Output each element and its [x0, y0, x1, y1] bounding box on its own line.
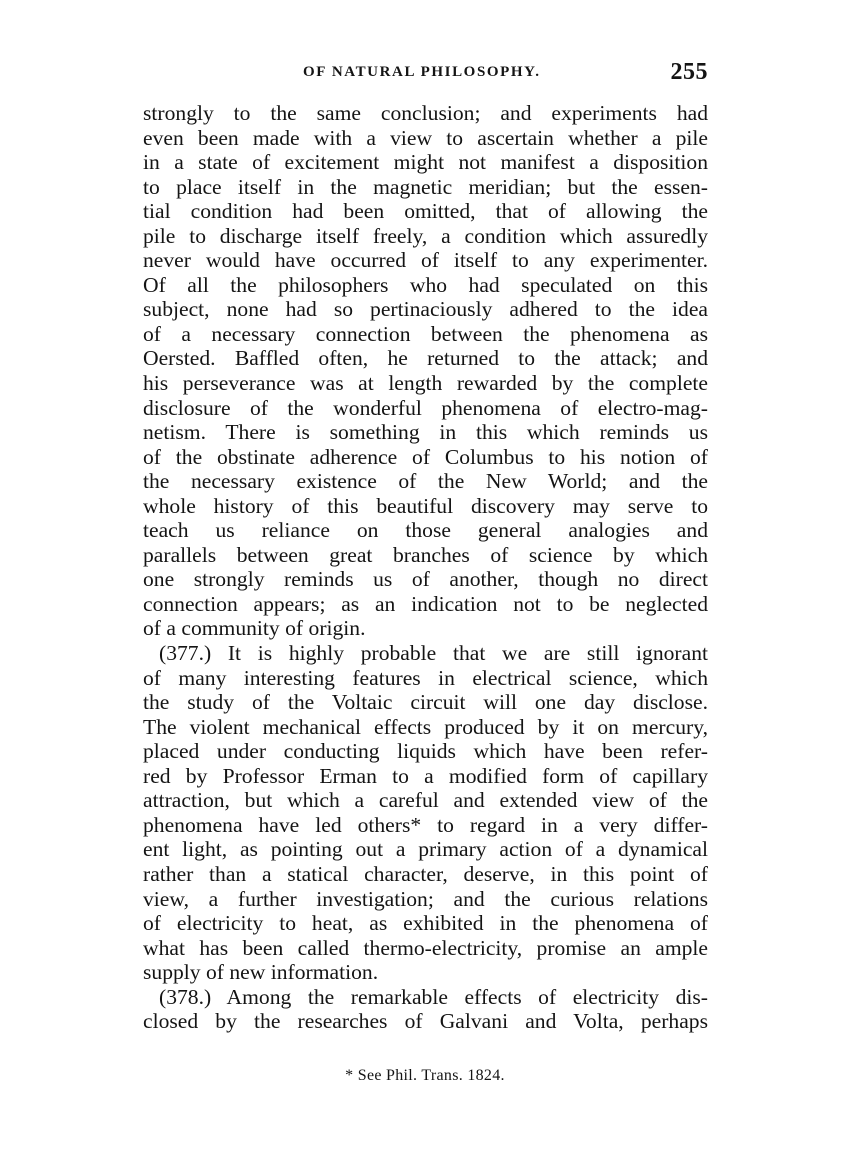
text-line: in a state of excitement might not manifest a disposition: [143, 150, 708, 175]
text-line: view, a further investigation; and the curious relations: [143, 886, 708, 911]
text-line: disclosure of the wonderful phenomena of electro-mag-: [143, 395, 708, 420]
text-line: subject, none had so pertinaciously adhered to the idea: [143, 297, 708, 322]
footnote: * See Phil. Trans. 1824.: [345, 1067, 505, 1084]
text-line: whole history of this beautiful discovery may serve to: [143, 493, 708, 518]
text-line: his perseverance was at length rewarded by the complete: [143, 371, 708, 396]
text-line: tial condition had been omitted, that of allowing the: [143, 199, 708, 224]
text-line: parallels between great branches of science by which: [143, 542, 708, 567]
text-line: closed by the researches of Galvani and Volta, perhaps: [143, 1009, 708, 1034]
running-head: [143, 59, 708, 88]
text-line: the necessary existence of the New World; and the: [143, 469, 708, 494]
text-line: placed under conducting liquids which have been refer-: [143, 739, 708, 764]
text-line: Of all the philosophers who had speculated on this: [143, 272, 708, 297]
text-line: of electricity to heat, as exhibited in the phenomena of: [143, 911, 708, 936]
text-line: supply of new information.: [143, 960, 379, 985]
text-line-paragraph-start: (378.) Among the remarkable effects of electricity dis-: [159, 984, 708, 1009]
text-line: the study of the Voltaic circuit will one day disclose.: [143, 690, 708, 715]
text-line: one strongly reminds us of another, though no direct: [143, 567, 708, 592]
text-line: The violent mechanical effects produced by it on mercury,: [143, 714, 708, 739]
text-line: to place itself in the magnetic meridian; but the essen-: [143, 174, 708, 199]
text-line: Oersted. Baffled often, he returned to the attack; and: [143, 346, 708, 371]
text-line-paragraph-start: (377.) It is highly probable that we are still ignorant: [159, 641, 708, 666]
text-line: attraction, but which a careful and extended view of the: [143, 788, 708, 813]
body-text: [143, 101, 708, 1034]
running-title: OF NATURAL PHILOSOPHY.: [303, 64, 541, 80]
text-line: what has been called thermo-electricity, promise an ample: [143, 935, 708, 960]
text-line: never would have occurred of itself to any experimenter.: [143, 248, 708, 273]
text-line: ent light, as pointing out a primary action of a dynamical: [143, 837, 708, 862]
page-number: 255: [670, 59, 708, 85]
text-line: phenomena have led others* to regard in a very differ-: [143, 812, 708, 837]
text-line: pile to discharge itself freely, a condition which assuredly: [143, 223, 708, 248]
text-line: strongly to the same conclusion; and experiments had: [143, 101, 708, 125]
text-line: red by Professor Erman to a modified form of capillary: [143, 763, 708, 788]
text-line: of a community of origin.: [143, 616, 366, 641]
text-line: rather than a statical character, deserve, in this point of: [143, 861, 708, 886]
text-line: teach us reliance on those general analogies and: [143, 518, 708, 543]
text-line: even been made with a view to ascertain whether a pile: [143, 125, 708, 150]
text-line: of the obstinate adherence of Columbus to his notion of: [143, 444, 708, 469]
text-line: of many interesting features in electrical science, which: [143, 665, 708, 690]
text-line: connection appears; as an indication not to be neglected: [143, 591, 708, 616]
text-line: netism. There is something in this which reminds us: [143, 420, 708, 445]
text-line: of a necessary connection between the phenomena as: [143, 321, 708, 346]
